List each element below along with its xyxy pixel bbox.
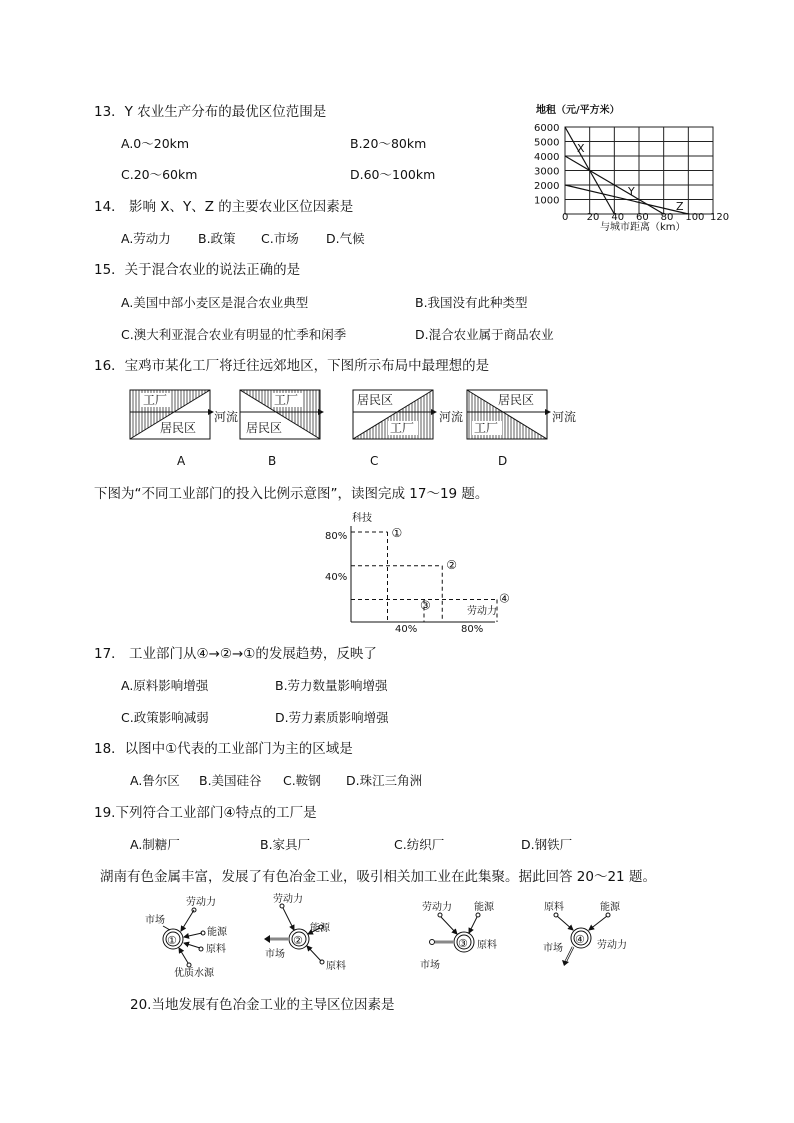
q14-option-d: D.气候 xyxy=(326,231,365,246)
location-2-label-energy: 能源 xyxy=(310,923,330,934)
q14-option-a: A.劳动力 xyxy=(121,231,171,246)
q16-b-letter: B xyxy=(268,454,277,468)
intro-20-21: 湖南有色金属丰富，发展了有色冶金工业，吸引相关加工业在此集聚。据此回答 20～21 题。 xyxy=(100,869,656,885)
location-3-label-energy: 能源 xyxy=(474,902,494,913)
input-chart-xlabel: 劳动力 xyxy=(467,606,497,617)
q18-option-b: B.美国硅谷 xyxy=(199,773,262,788)
rent-ytick-label: 1000 xyxy=(534,195,560,207)
rent-xtick-label: 100 xyxy=(685,212,705,223)
intro-17-19: 下图为“不同工业部门的投入比例示意图”，读图完成 17～19 题。 xyxy=(94,486,489,502)
input-point-label: ③ xyxy=(420,598,431,613)
q17-option-a: A.原料影响增强 xyxy=(121,678,209,693)
q13-option-a: A.0～20km xyxy=(121,136,190,151)
rent-distance-chart xyxy=(530,100,730,235)
location-2-center: ② xyxy=(293,934,303,947)
q15-option-a: A.美国中部小麦区是混合农业典型 xyxy=(121,295,309,310)
q15-stem: 15．关于混合农业的说法正确的是 xyxy=(94,262,301,278)
location-1-label-energy: 能源 xyxy=(207,927,227,938)
location-4-label-energy: 能源 xyxy=(600,902,620,913)
rent-xtick-label: 20 xyxy=(586,212,600,223)
rent-ytick-label: 3000 xyxy=(534,166,560,178)
q16-diagram-c xyxy=(353,390,463,468)
q13-option-d: D.60～100km xyxy=(350,167,436,182)
q16-diagram-b xyxy=(240,390,324,468)
location-3-label-labor: 劳动力 xyxy=(422,902,452,913)
q18-stem: 18．以图中①代表的工业部门为主的区域是 xyxy=(94,741,353,757)
q18-option-d: D.珠江三角洲 xyxy=(346,773,423,788)
rent-xtick-label: 40 xyxy=(611,212,625,223)
q16-a-river: 河流 xyxy=(214,410,239,424)
input-chart-ytick-80: 80% xyxy=(325,531,348,542)
input-chart-xtick-80: 80% xyxy=(461,624,484,635)
q19-option-a: A.制糖厂 xyxy=(130,837,180,852)
location-1-label-labor: 劳动力 xyxy=(186,897,216,908)
rent-xtick-label: 120 xyxy=(710,212,730,223)
q16-a-residential: 居民区 xyxy=(160,421,197,435)
q16-b-factory: 工厂 xyxy=(274,393,299,407)
rent-ytick-label: 5000 xyxy=(534,137,560,149)
q17-option-d: D.劳力素质影响增强 xyxy=(275,710,389,725)
q16-d-residential: 居民区 xyxy=(498,393,535,407)
rent-xtick-label: 80 xyxy=(660,212,674,223)
location-2-label-material: 原料 xyxy=(326,961,346,972)
q14-option-c: C.市场 xyxy=(261,231,299,246)
rent-chart-ylabel: 地租（元/平方米） xyxy=(536,105,620,116)
input-chart-ylabel: 科技 xyxy=(352,513,372,524)
input-chart-xtick-40: 40% xyxy=(395,624,418,635)
location-1-center: ① xyxy=(167,934,177,947)
q16-d-factory: 工厂 xyxy=(474,421,499,435)
industry-input-chart xyxy=(315,508,515,636)
q16-b-residential: 居民区 xyxy=(246,421,283,435)
rent-chart-label-z: Z xyxy=(676,200,684,213)
location-1-label-market: 市场 xyxy=(145,915,165,926)
q19-option-c: C.纺织厂 xyxy=(394,837,445,852)
q16-d-letter: D xyxy=(498,454,508,468)
location-diagram-2 xyxy=(264,892,346,972)
location-diagram-4 xyxy=(543,900,627,966)
input-chart-ytick-40: 40% xyxy=(325,572,348,583)
input-point-label: ④ xyxy=(499,591,510,606)
location-4-center: ④ xyxy=(575,933,585,946)
location-2-label-labor: 劳动力 xyxy=(273,894,303,905)
q14-option-b: B.政策 xyxy=(198,231,236,246)
rent-ytick-label: 6000 xyxy=(534,123,560,134)
rent-ytick-label: 2000 xyxy=(534,181,560,192)
q16-c-residential: 居民区 xyxy=(357,393,394,407)
q13-option-c: C.20～60km xyxy=(121,167,198,182)
q16-c-river: 河流 xyxy=(439,410,464,424)
q16-a-factory: 工厂 xyxy=(143,393,168,407)
q18-option-a: A.鲁尔区 xyxy=(130,773,180,788)
location-4-label-material: 原料 xyxy=(544,902,564,913)
location-1-label-material: 原料 xyxy=(206,944,226,955)
q19-option-d: D.钢铁厂 xyxy=(521,837,573,852)
rent-chart-xlabel: 与城市距离（km） xyxy=(600,222,686,233)
q15-option-c: C.澳大利亚混合农业有明显的忙季和闲季 xyxy=(121,327,347,342)
rent-chart-label-x: X xyxy=(577,142,585,155)
location-4-label-market: 市场 xyxy=(543,943,563,954)
rent-xtick-label: 0 xyxy=(562,212,569,223)
q16-diagram-a xyxy=(130,390,238,468)
location-3-center: ③ xyxy=(458,937,468,950)
rent-xtick-label: 60 xyxy=(636,212,649,223)
q16-c-letter: C xyxy=(370,454,379,468)
q17-option-c: C.政策影响减弱 xyxy=(121,710,209,725)
q16-d-river: 河流 xyxy=(552,410,577,424)
input-point-label: ① xyxy=(391,526,403,540)
q15-option-d: D.混合农业属于商品农业 xyxy=(415,327,554,342)
input-point-label: ② xyxy=(446,557,458,572)
location-diagram-3 xyxy=(420,900,497,971)
q16-c-factory: 工厂 xyxy=(390,421,415,435)
location-3-label-market: 市场 xyxy=(420,960,440,971)
q16-a-letter: A xyxy=(177,454,186,468)
q13-stem: 13．Y 农业生产分布的最优区位范围是 xyxy=(94,104,327,120)
location-2-label-market: 市场 xyxy=(265,949,285,960)
q20-stem: 20.当地发展有色冶金工业的主导区位因素是 xyxy=(130,997,395,1013)
q16-diagram-d xyxy=(467,390,576,468)
rent-chart-label-y: Y xyxy=(628,185,635,198)
rent-ytick-label: 4000 xyxy=(534,152,560,163)
location-factor-diagrams xyxy=(130,888,650,988)
q18-option-c: C.鞍钢 xyxy=(283,773,321,788)
q16-layout-diagrams xyxy=(120,382,590,472)
location-1-label-water: 优质水源 xyxy=(174,968,214,979)
q16-stem: 16．宝鸡市某化工厂将迁往远郊地区，下图所示布局中最理想的是 xyxy=(94,358,490,374)
location-diagram-1 xyxy=(145,895,228,979)
q19-option-b: B.家具厂 xyxy=(260,837,311,852)
q19-stem: 19.下列符合工业部门④特点的工厂是 xyxy=(94,805,317,821)
q15-option-b: B.我国没有此种类型 xyxy=(415,295,528,310)
location-3-label-material: 原料 xyxy=(477,940,497,951)
q14-stem: 14． 影响 X、Y、Z 的主要农业区位因素是 xyxy=(94,199,354,215)
q13-option-b: B.20～80km xyxy=(350,136,427,151)
q17-option-b: B.劳力数量影响增强 xyxy=(275,678,388,693)
q17-stem: 17． 工业部门从④→②→①的发展趋势，反映了 xyxy=(94,646,377,662)
location-4-label-labor: 劳动力 xyxy=(597,940,627,951)
